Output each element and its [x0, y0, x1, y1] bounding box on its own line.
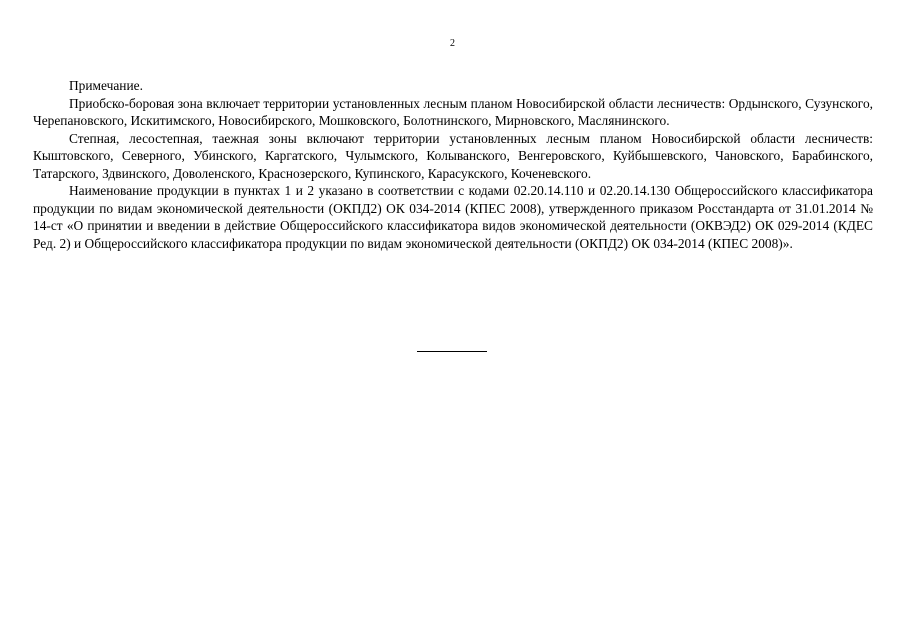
note-section [33, 77, 873, 252]
paragraph-steppe-zones: Степная, лесостепная, таежная зоны включают территории установленных лесным планом Новосибирской области лесничеств: Кыштовского, Северного, Убинского, Каргатского, Чулымского, Колыванского, Венгеровского, Куйбышевского, Чановского, Барабинского, Татарского, Здвинского, Доволенского, Краснозерского, Купинского, Карасукского, Коченевского. [33, 130, 873, 181]
end-rule [417, 351, 487, 352]
note-heading: Примечание. [69, 78, 143, 93]
paragraph-product-classification: Наименование продукции в пунктах 1 и 2 указано в соответствии с кодами 02.20.14.110 и 02.20.14.130 Общероссийского классификатора продукции по видам экономической деятельности (ОКПД2) ОК 034-2014 (КПЕС 2008), утвержденного приказом Росстандарта от 31.01.2014 № 14-ст «О принятии и введении в действие Общероссийского классификатора видов экономической деятельности (ОКВЭД2) ОК 029-2014 (КДЕС Ред. 2) и Общероссийского классификатора продукции по видам экономической деятельности (ОКПД2) ОК 034-2014 (КПЕС 2008)». [33, 183, 873, 251]
page-number: 2 [450, 38, 455, 49]
paragraph-forest-zone: Приобско-боровая зона включает территории установленных лесным планом Новосибирской области лесничеств: Ордынского, Сузунского, Черепановского, Искитимского, Новосибирского, Мошковского, Болотнинского, Мирновского, Маслянинского. [33, 95, 873, 128]
